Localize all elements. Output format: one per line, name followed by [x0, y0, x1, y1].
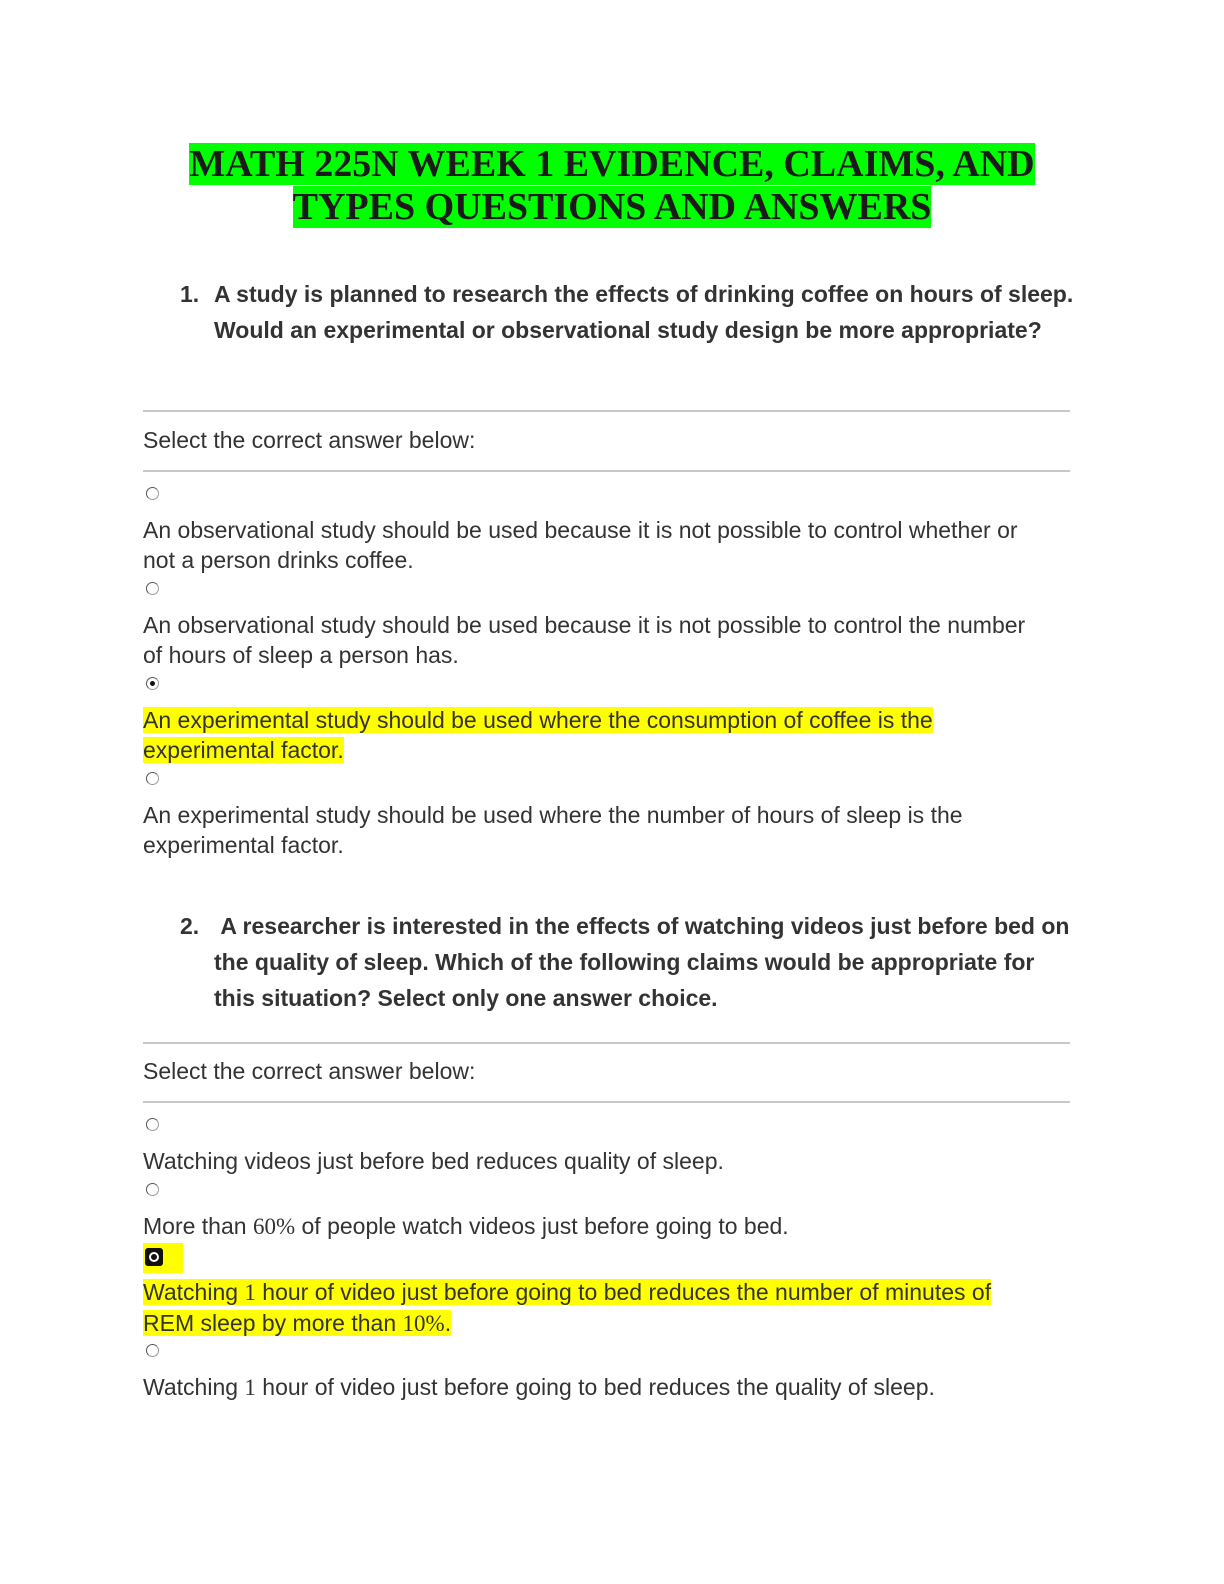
question-number: 1. [180, 281, 200, 307]
answer-option: An experimental study should be used where the number of hours of sleep is the experimental factor. [143, 802, 963, 858]
question-text: A researcher is interested in the effects of watching videos just before bed on the quality of sleep. Which of the following claims would be appropriate for this situation? Select only one answer choice. [214, 913, 1070, 1011]
radio-button[interactable] [146, 487, 159, 500]
select-label: Select the correct answer below: [143, 427, 476, 453]
divider [143, 1101, 1070, 1103]
question-number: 2. [180, 913, 200, 939]
radio-button[interactable] [146, 772, 159, 785]
select-label: Select the correct answer below: [143, 1058, 476, 1084]
title-line-1: MATH 225N WEEK 1 EVIDENCE, CLAIMS, AND [189, 143, 1035, 185]
radio-button[interactable] [146, 1118, 159, 1131]
radio-button[interactable] [146, 1344, 159, 1357]
answer-option-correct: An experimental study should be used where the consumption of coffee is the experimental factor. [143, 707, 933, 763]
divider [143, 410, 1070, 412]
answer-option: An observational study should be used because it is not possible to control the number of hours of sleep a person has. [143, 612, 1026, 668]
radio-selected-icon [145, 1248, 163, 1266]
question-1 [180, 276, 1080, 348]
title-line-2: TYPES QUESTIONS AND ANSWERS [292, 186, 932, 228]
question-2 [180, 908, 1080, 1016]
radio-button-selected[interactable] [143, 1243, 183, 1273]
radio-button[interactable] [146, 582, 159, 595]
radio-button-selected[interactable] [146, 677, 159, 690]
question-text: A study is planned to research the effects of drinking coffee on hours of sleep. Would an experimental or observational study design be more appropriate? [214, 281, 1074, 343]
answer-option: An observational study should be used because it is not possible to control whether or not a person drinks coffee. [143, 517, 1018, 573]
radio-button[interactable] [146, 1183, 159, 1196]
answer-option: Watching 1 hour of video just before going to bed reduces the quality of sleep. [143, 1374, 935, 1400]
document-title [0, 143, 1224, 229]
divider [143, 470, 1070, 472]
answer-option-correct: Watching 1 hour of video just before going to bed reduces the number of minutes of REM sleep by more than 10%. [143, 1279, 992, 1336]
divider [143, 1042, 1070, 1044]
answer-option: More than 60% of people watch videos just before going to bed. [143, 1213, 789, 1239]
answer-option: Watching videos just before bed reduces quality of sleep. [143, 1148, 724, 1174]
